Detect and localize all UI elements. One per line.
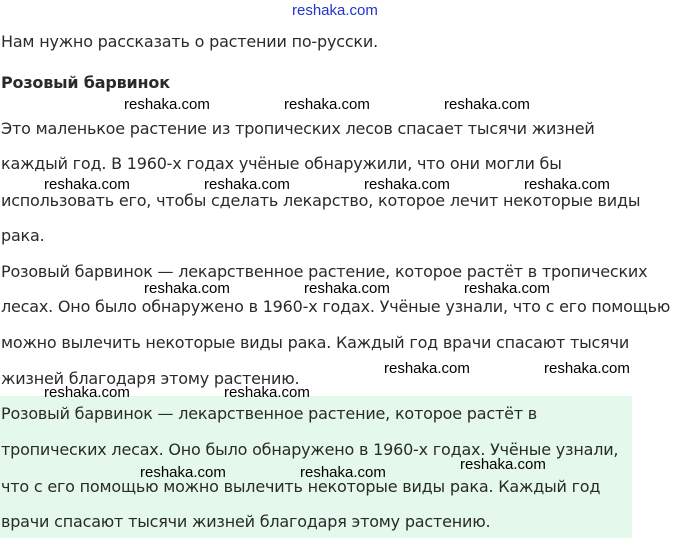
watermark: reshaka.com [44, 384, 130, 401]
answer-line: Розовый барвинок — лекарственное растение, которое растёт в [1, 404, 537, 423]
watermark: reshaka.com [304, 280, 390, 297]
paragraph2-line: жизней благодаря этому растению. [1, 369, 300, 388]
paragraph1-line: рака. [1, 226, 45, 245]
watermark: reshaka.com [204, 176, 290, 193]
watermark: reshaka.com [140, 464, 226, 481]
watermark: reshaka.com [124, 96, 210, 113]
watermark: reshaka.com [544, 360, 630, 377]
paragraph2-line: лесах. Оно было обнаружено в 1960-х годах. Учёные узнали, что с его помощью [1, 297, 671, 316]
paragraph1-line: каждый год. В 1960-х годах учёные обнаружили, что они могли бы [1, 154, 562, 173]
watermark: reshaka.com [460, 456, 546, 473]
paragraph2-line: Розовый барвинок — лекарственное растение, которое растёт в тропических [1, 262, 648, 281]
watermark: reshaka.com [224, 384, 310, 401]
task-intro: Нам нужно рассказать о растении по-русски. [1, 32, 378, 51]
watermark: reshaka.com [524, 176, 610, 193]
paragraph2-line: можно вылечить некоторые виды рака. Каждый год врачи спасают тысячи [1, 333, 630, 352]
paragraph1-line: Это маленькое растение из тропических лесов спасает тысячи жизней [1, 119, 595, 138]
answer-line: врачи спасают тысячи жизней благодаря этому растению. [1, 512, 491, 531]
answer-line: что с его помощью можно вылечить некоторые виды рака. Каждый год [1, 477, 601, 496]
paragraph1-line: использовать его, чтобы сделать лекарство, которое лечит некоторые виды [1, 191, 641, 210]
answer-line: тропических лесах. Оно было обнаружено в 1960-х годах. Учёные узнали, [1, 440, 619, 459]
watermark: reshaka.com [300, 464, 386, 481]
watermark: reshaka.com [144, 280, 230, 297]
watermark: reshaka.com [44, 176, 130, 193]
watermark: reshaka.com [364, 176, 450, 193]
watermark: reshaka.com [284, 96, 370, 113]
watermark: reshaka.com [384, 360, 470, 377]
watermark: reshaka.com [464, 280, 550, 297]
watermark: reshaka.com [444, 96, 530, 113]
site-logo[interactable]: reshaka.com [292, 2, 378, 19]
plant-title: Розовый барвинок [1, 73, 170, 92]
